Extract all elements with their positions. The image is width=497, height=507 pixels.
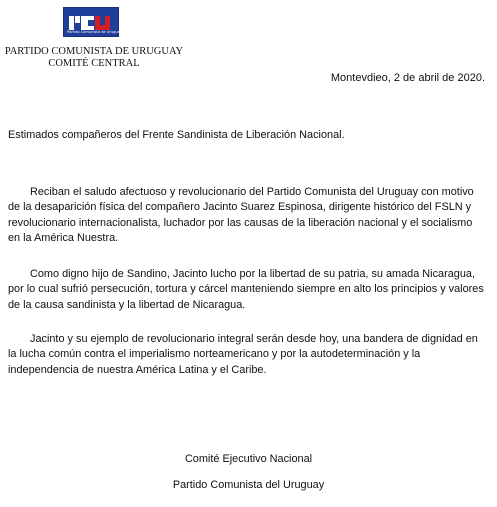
paragraph-3: Jacinto y su ejemplo de revolucionario integral serán desde hoy, una bandera de dignidad en la lucha común contra el imperialismo norteamericano y por la autodeterminación y la independencia de nuestra América Latina y el Caribe. xyxy=(8,333,478,376)
logo-caption: Partido Comunista de Uruguay xyxy=(67,30,123,34)
paragraph-2: Como digno hijo de Sandino, Jacinto lucho por la libertad de su patria, su amada Nicaragua, por lo cual sufrió persecución, tortura y cárcel manteniendo siempre en alto los principios y valores de la causa sandinista y la libertad de Nicaragua. xyxy=(8,268,484,311)
pcu-logo xyxy=(63,7,123,37)
org-name: PARTIDO COMUNISTA DE URUGUAY xyxy=(4,46,184,57)
org-body: COMITÉ CENTRAL xyxy=(48,58,140,69)
pcu-logo-mark xyxy=(69,12,110,30)
signature-party: Partido Comunista del Uruguay xyxy=(172,479,325,491)
paragraph-1: Reciban el saludo afectuoso y revolucionario del Partido Comunista del Uruguay con motivo de la desaparición física del compañero Jacinto Suarez Espinosa, dirigente histórico del FSLN y revolucionario internacionalista, luchador por las causas de la liberación nacional y el socialismo en la América Nuestra. xyxy=(8,186,474,245)
greeting: Estimados compañeros del Frente Sandinista de Liberación Nacional. xyxy=(8,129,345,141)
signature-committee: Comité Ejecutivo Nacional xyxy=(184,453,313,465)
letterhead-org xyxy=(0,46,188,70)
place-date: Montevdieo, 2 de abril de 2020. xyxy=(330,72,485,84)
